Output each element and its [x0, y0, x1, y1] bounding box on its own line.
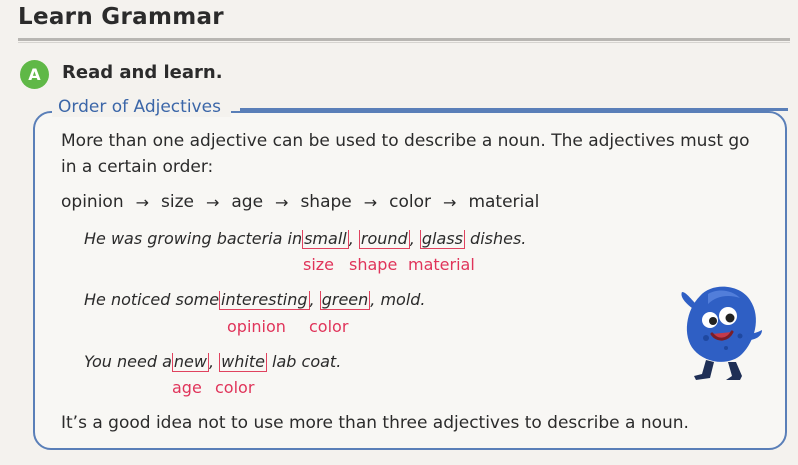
adjective-category-label: color: [215, 378, 255, 397]
arrow-right-icon: →: [205, 192, 220, 212]
box-label-rule: [240, 108, 788, 111]
adjective-category-label: opinion: [227, 317, 286, 336]
seq-item: opinion: [61, 192, 124, 212]
example-text: He noticed some: [84, 290, 220, 309]
adjective-highlight: white: [221, 352, 265, 371]
arrow-right-icon: →: [443, 192, 457, 212]
arrow-right-icon: →: [275, 192, 289, 212]
tip-text: It’s a good idea not to use more than three adjectives to describe a noun.: [61, 413, 689, 433]
arrow-right-icon: →: [363, 192, 378, 212]
example-text: dishes.: [470, 229, 527, 248]
adjective-category-label: size: [303, 255, 335, 274]
adjective-category-label: material: [408, 255, 475, 274]
seq-item: material: [468, 192, 540, 212]
blue-blob-mascot-icon: [670, 278, 766, 388]
adjective-highlight: round: [360, 229, 408, 248]
seq-item: size: [161, 192, 194, 212]
adjective-highlight: green: [321, 290, 369, 309]
section-badge: A: [20, 60, 49, 89]
example-text: mold.: [380, 290, 426, 309]
box-label-container: [52, 97, 231, 117]
arrow-right-icon: →: [135, 192, 149, 212]
example-sentence-1: He was growing bacteria in small , round , glass dishes.: [84, 229, 527, 248]
intro-line-2: in a certain order:: [61, 157, 214, 177]
intro-line-1: More than one adjective can be used to describe a noun. The adjectives must go: [61, 131, 750, 151]
box-label: Order of Adjectives: [58, 97, 221, 117]
seq-item: age: [231, 192, 264, 212]
adjective-category-label: age: [172, 378, 202, 397]
adjective-highlight: glass: [421, 229, 463, 248]
seq-item: shape: [300, 192, 352, 212]
page-title: Learn Grammar: [18, 4, 224, 30]
example-text: He was growing bacteria in: [84, 229, 303, 248]
example-sentence-2: He noticed some interesting , green , mold.: [84, 290, 426, 309]
example-text: You need a: [84, 352, 172, 371]
example-text: lab coat.: [272, 352, 342, 371]
adjective-highlight: small: [304, 229, 347, 248]
adjective-highlight: interesting: [221, 290, 308, 309]
adjective-order-sequence: [61, 192, 539, 212]
adjective-category-label: color: [309, 317, 349, 336]
section-title: Read and learn.: [62, 62, 223, 83]
example-sentence-3: You need a new , white lab coat.: [84, 352, 342, 371]
seq-item: color: [389, 192, 432, 212]
adjective-category-label: shape: [349, 255, 398, 274]
adjective-highlight: new: [173, 352, 207, 371]
title-divider: [18, 38, 790, 41]
